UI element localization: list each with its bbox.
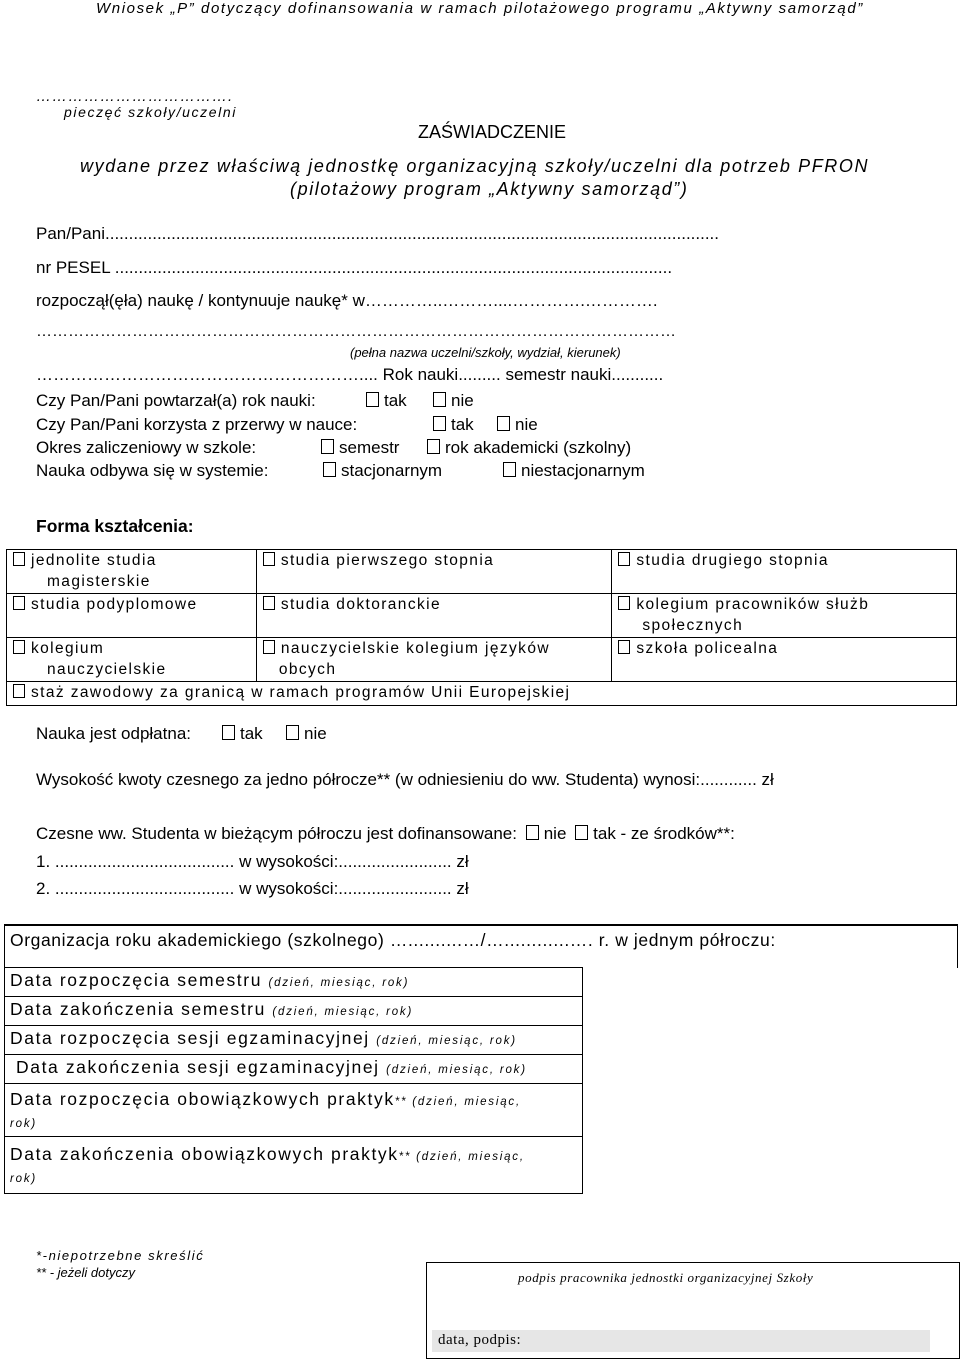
dates-table	[4, 967, 583, 1194]
forma-title: Forma kształcenia:	[36, 516, 194, 536]
checkbox-icon[interactable]	[497, 416, 510, 431]
option-tak[interactable]: tak	[222, 724, 263, 744]
period-question	[36, 438, 632, 458]
study-continuation-field[interactable]: …………………………………………………………………………………………………………	[36, 323, 676, 340]
option-tak[interactable]: tak	[366, 391, 407, 411]
date-row[interactable]: Data rozpoczęcia semestru (dzień, miesiąc, rok)	[5, 968, 583, 997]
document-title: ZAŚWIADCZENIE	[418, 122, 567, 142]
option-szkola-policealna[interactable]: szkoła policealna	[612, 638, 957, 682]
stamp-dots: ……………………………….	[36, 88, 234, 105]
checkbox-icon[interactable]	[427, 439, 440, 454]
checkbox-icon[interactable]	[575, 825, 588, 840]
footnote-1: *-niepotrzebne skreślić	[36, 1248, 205, 1263]
document-subtitle: wydane przez właściwą jednostkę organizacyjną szkoły/uczelni dla potrzeb PFRON	[80, 156, 870, 176]
date-row[interactable]: Data rozpoczęcia sesji egzaminacyjnej (dzień, miesiąc, rok)	[5, 1026, 583, 1055]
option-semestr[interactable]: semestr	[321, 438, 399, 458]
checkbox-icon[interactable]	[618, 552, 630, 566]
option-nie[interactable]: nie	[497, 415, 538, 435]
name-field[interactable]: Pan/Pani..................................................................................................................................	[36, 224, 720, 243]
option-pierwszego-stopnia[interactable]: studia pierwszego stopnia	[256, 550, 612, 594]
option-niestacjonarnym[interactable]: niestacjonarnym	[503, 461, 645, 481]
option-stacjonarnym[interactable]: stacjonarnym	[323, 461, 442, 481]
checkbox-icon[interactable]	[323, 462, 336, 477]
date-row[interactable]: Data zakończenia sesji egzaminacyjnej (dzień, miesiąc, rok)	[5, 1055, 583, 1084]
option-nie[interactable]: nie	[522, 824, 567, 843]
checkbox-icon[interactable]	[263, 552, 275, 566]
forma-table	[6, 549, 957, 706]
question-label: Okres zaliczeniowy w szkole:	[36, 438, 257, 457]
checkbox-icon[interactable]	[263, 596, 275, 610]
study-field[interactable]: rozpoczął(ęła) naukę / kontynuuje naukę* w…………..………....………….………….	[36, 291, 658, 310]
question-label: Czy Pan/Pani powtarzał(a) rok nauki:	[36, 391, 316, 410]
header-title: Wniosek „P” dotyczący dofinansowania w ramach pilotażowego programu „Aktywny samorząd”	[96, 0, 864, 17]
option-nie[interactable]: nie	[433, 391, 474, 411]
checkbox-icon[interactable]	[13, 596, 25, 610]
option-podyplomowe[interactable]: studia podyplomowe	[7, 594, 257, 638]
option-staz[interactable]: staż zawodowy za granicą w ramach programów Unii Europejskiej	[7, 682, 612, 706]
option-jednolite[interactable]: jednolite studia magisterskie	[7, 550, 257, 594]
pesel-field[interactable]: nr PESEL ......................................................................................................................	[36, 258, 673, 277]
system-question	[36, 461, 645, 481]
study-field-hint: (pełna nazwa uczelni/szkoły, wydział, kierunek)	[350, 345, 621, 360]
checkbox-icon[interactable]	[618, 640, 630, 654]
checkbox-icon[interactable]	[286, 725, 299, 740]
funding-line-1[interactable]: 1. ...................................... w wysokości:........................ zł	[36, 852, 469, 871]
option-drugiego-stopnia[interactable]: studia drugiego stopnia	[612, 550, 957, 594]
question-label: Nauka jest odpłatna:	[36, 724, 191, 743]
checkbox-icon[interactable]	[263, 640, 275, 654]
question-label: Nauka odbywa się w systemie:	[36, 461, 269, 480]
funding-line-2[interactable]: 2. ...................................... w wysokości:........................ zł	[36, 879, 469, 898]
date-row[interactable]: Data rozpoczęcia obowiązkowych praktyk** (dzień, miesiąc, rok)	[5, 1084, 583, 1137]
checkbox-icon[interactable]	[433, 392, 446, 407]
checkbox-icon[interactable]	[13, 640, 25, 654]
option-nie[interactable]: nie	[286, 724, 327, 744]
date-row[interactable]: Data zakończenia obowiązkowych praktyk** (dzień, miesiąc, rok)	[5, 1137, 583, 1194]
tuition-amount-field[interactable]: Wysokość kwoty czesnego za jedno półrocze** (w odniesieniu do ww. Studenta) wynosi:............ zł	[36, 770, 774, 789]
checkbox-icon[interactable]	[433, 416, 446, 431]
tuition-funded-question	[36, 824, 735, 844]
checkbox-icon[interactable]	[222, 725, 235, 740]
option-kolegium-pracownikow[interactable]: kolegium pracowników służb społecznych	[612, 594, 957, 638]
option-tak[interactable]: tak - ze środków**:	[571, 824, 735, 843]
option-kolegium-jezykow[interactable]: nauczycielskie kolegium języków obcych	[256, 638, 612, 682]
checkbox-icon[interactable]	[618, 596, 630, 610]
question-label: Czy Pan/Pani korzysta z przerwy w nauce:	[36, 415, 358, 434]
option-tak[interactable]: tak	[433, 415, 474, 435]
checkbox-icon[interactable]	[526, 825, 539, 840]
stamp-label: pieczęć szkoły/uczelni	[64, 104, 237, 120]
checkbox-icon[interactable]	[13, 552, 25, 566]
option-rok-akademicki[interactable]: rok akademicki (szkolny)	[427, 438, 631, 458]
footnote-2: ** - jeżeli dotyczy	[36, 1265, 135, 1280]
org-line[interactable]: Organizacja roku akademickiego (szkolnego) …..........…/…............…. r. w jednym półroczu:	[10, 930, 776, 950]
date-row[interactable]: Data zakończenia semestru (dzień, miesiąc, rok)	[5, 997, 583, 1026]
option-doktoranckie[interactable]: studia doktoranckie	[256, 594, 612, 638]
checkbox-icon[interactable]	[321, 439, 334, 454]
checkbox-icon[interactable]	[366, 392, 379, 407]
checkbox-icon[interactable]	[503, 462, 516, 477]
year-semester-field[interactable]: ………………………………………………….... Rok nauki......... semestr nauki...........	[36, 365, 664, 384]
option-kolegium-nauczycielskie[interactable]: kolegium nauczycielskie	[7, 638, 257, 682]
repeat-year-question	[36, 391, 474, 411]
program-subtitle: (pilotażowy program „Aktywny samorząd”)	[290, 179, 689, 199]
question-label: Czesne ww. Studenta w bieżącym półroczu jest dofinansowane:	[36, 824, 517, 843]
checkbox-icon[interactable]	[13, 684, 25, 698]
signature-date-label: data, podpis:	[438, 1332, 522, 1348]
paid-question	[36, 724, 327, 744]
signature-caption: podpis pracownika jednostki organizacyjnej Szkoły	[518, 1270, 814, 1285]
break-question	[36, 415, 538, 435]
